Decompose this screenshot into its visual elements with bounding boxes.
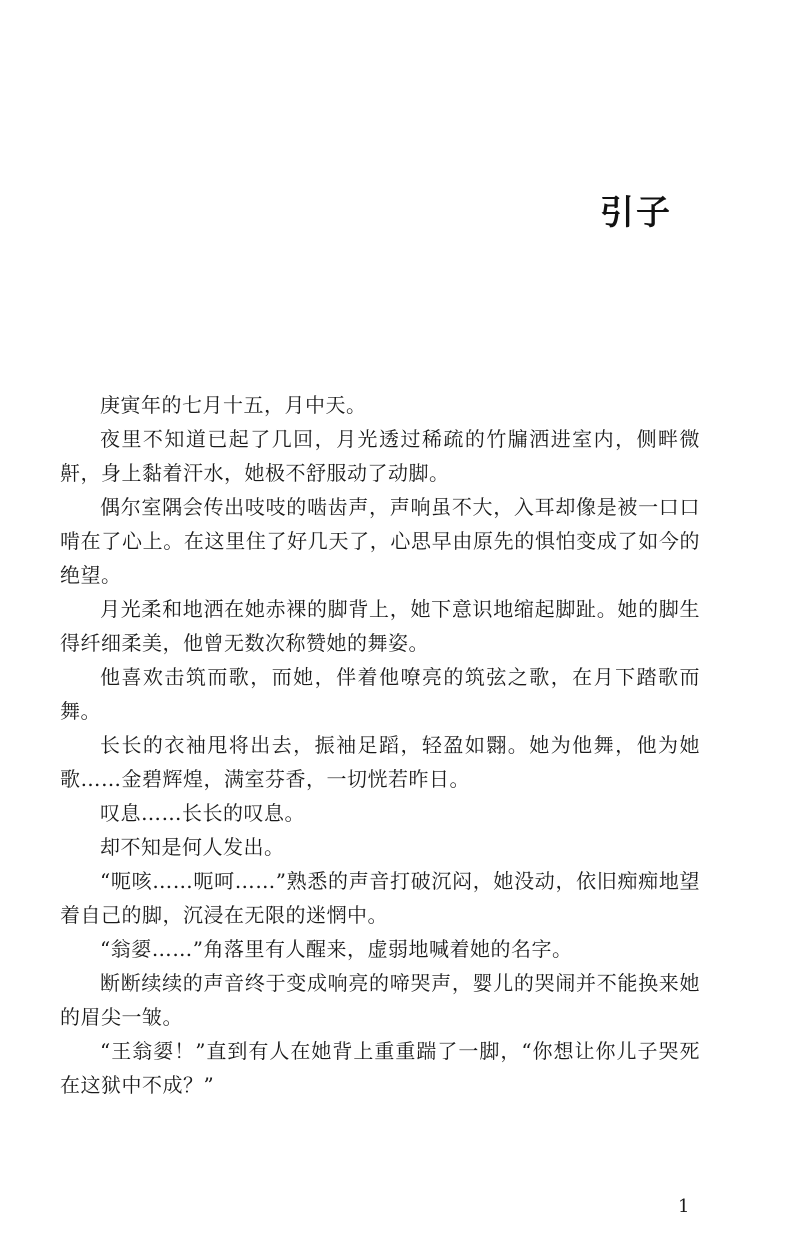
chapter-title: 引子 [600, 193, 672, 233]
paragraph: 夜里不知道已起了几回，月光透过稀疏的竹牖洒进室内，侧畔微鼾，身上黏着汗水，她极不舒服动了动脚。 [60, 427, 700, 485]
chapter-body [60, 388, 700, 1102]
paragraph: 他喜欢击筑而歌，而她，伴着他嘹亮的筑弦之歌，在月下踏歌而舞。 [60, 665, 700, 723]
paragraph: 庚寅年的七月十五，月中天。 [100, 393, 367, 417]
paragraph: 偶尔室隅会传出吱吱的啮齿声，声响虽不大，入耳却像是被一口口啃在了心上。在这里住了好几天了，心思早由原先的惧怕变成了如今的绝望。 [60, 495, 700, 587]
paragraph: 月光柔和地洒在她赤裸的脚背上，她下意识地缩起脚趾。她的脚生得纤细柔美，他曾无数次称赞她的舞姿。 [60, 597, 700, 655]
paragraph: 长长的衣袖甩将出去，振袖足蹈，轻盈如翾。她为他舞，他为她歌……金碧辉煌，满室芬香，一切恍若昨日。 [60, 733, 700, 791]
paragraph: “王翁媭！”直到有人在她背上重重踹了一脚，“你想让你儿子哭死在这狱中不成？” [60, 1039, 700, 1097]
paragraph: 却不知是何人发出。 [100, 835, 285, 859]
paragraph: 断断续续的声音终于变成响亮的啼哭声，婴儿的哭闹并不能换来她的眉尖一皱。 [60, 971, 700, 1029]
paragraph: “呃咳……呃呵……”熟悉的声音打破沉闷，她没动，依旧痴痴地望着自己的脚，沉浸在无限的迷惘中。 [60, 869, 700, 927]
paragraph: “翁媭……”角落里有人醒来，虚弱地喊着她的名字。 [100, 937, 573, 961]
page-number: 1 [678, 1196, 690, 1217]
paragraph: 叹息……长长的叹息。 [100, 801, 305, 825]
